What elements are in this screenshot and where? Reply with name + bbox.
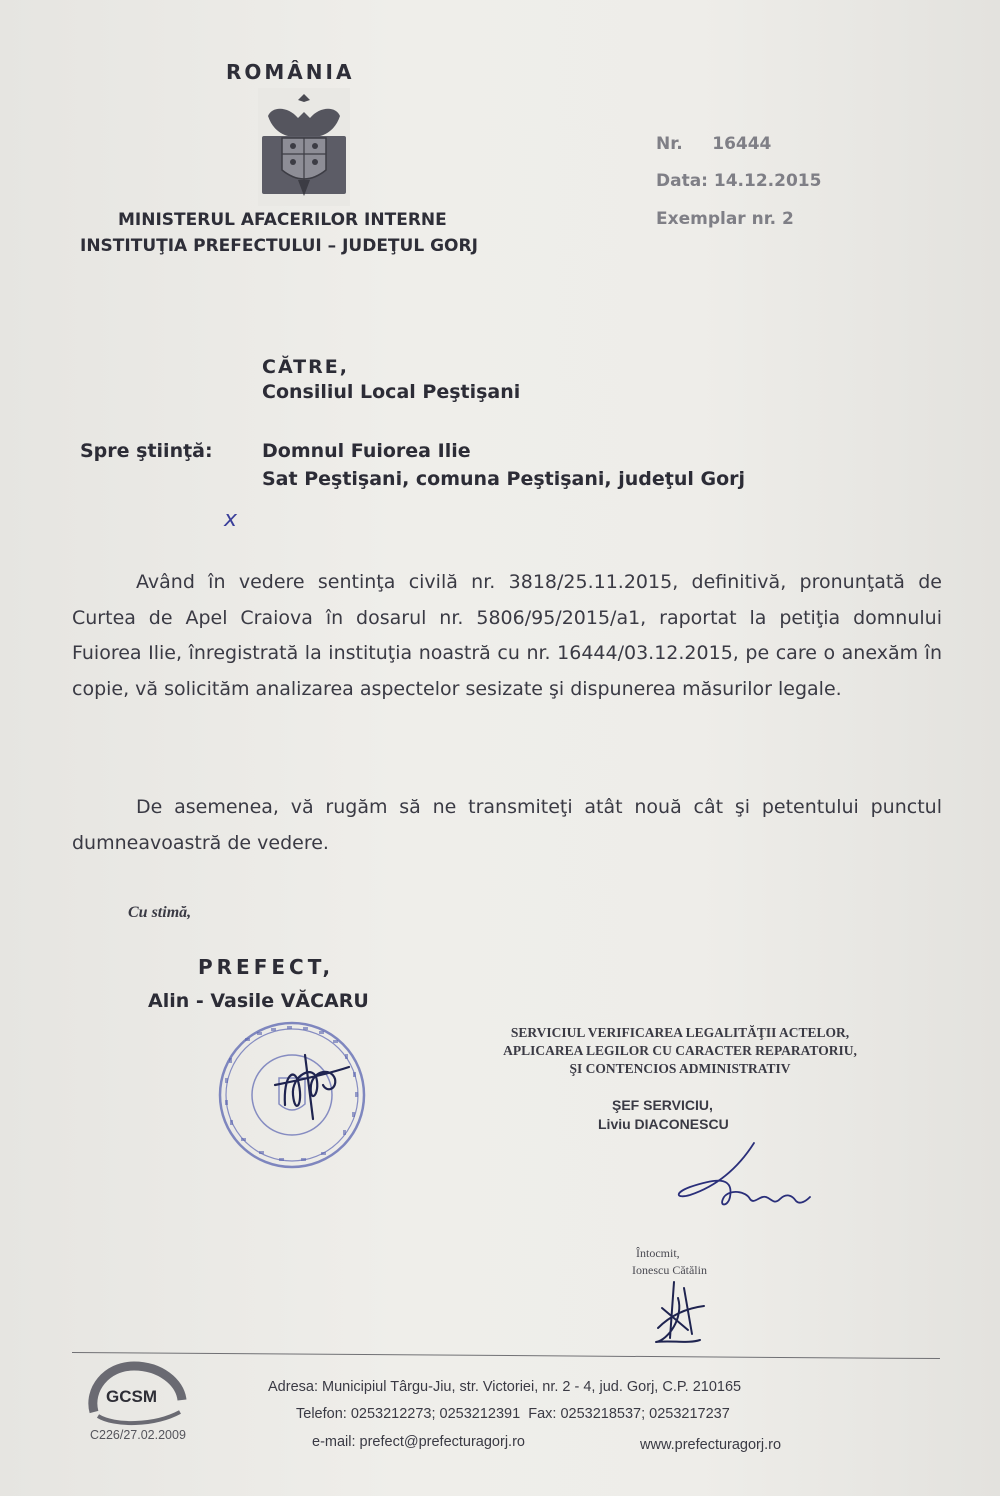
cc-name: Domnul Fuiorea Ilie: [262, 440, 471, 462]
footer-phones: Telefon: 0253212273; 0253212391 Fax: 0253218537; 0253217237: [296, 1406, 730, 1422]
service-name-line-3: ŞI CONTENCIOS ADMINISTRATIV: [569, 1061, 791, 1076]
service-name-line-1: SERVICIUL VERIFICAREA LEGALITĂŢII ACTELOR,: [510, 1025, 850, 1040]
recipient-name: Consiliul Local Peştişani: [262, 381, 521, 403]
drafted-by-label: Întocmit,: [636, 1246, 680, 1260]
footer-website[interactable]: www.prefecturagorj.ro: [640, 1437, 782, 1453]
body-paragraph-1: Având în vedere sentinţa civilă nr. 3818/25.11.2015, definitivă, pronunţată de Curtea de Apel Craiova în dosarul nr. 5806/95/2015/a1, raportat la petiţia domnului Fuiorea Ilie, înregistrată la instituţia noastră cu nr. 16444/03.12.2015, pe care o anexăm în copie, vă solicităm analizarea aspectelor sesizate şi dispunerea măsurilor legale.: [72, 571, 942, 700]
ministry-name: MINISTERUL AFACERILOR INTERNE: [118, 210, 447, 230]
country-heading: ROMÂNIA: [226, 60, 355, 84]
document-date: Data: 14.12.2015: [656, 171, 822, 191]
cc-address: Sat Peştişani, comuna Peştişani, judeţul Gorj: [262, 468, 746, 490]
coat-of-arms-icon: [258, 88, 350, 206]
drafted-by-name: Ionescu Cătălin: [632, 1263, 707, 1277]
prefect-name: Alin - Vasile VĂCARU: [148, 990, 369, 1012]
service-name-line-2: APLICAREA LEGILOR CU CARACTER REPARATORIU,: [503, 1043, 857, 1058]
chief-title: ŞEF SERVICIU,: [612, 1097, 713, 1113]
chief-name: Liviu DIACONESCU: [598, 1116, 729, 1132]
prefect-signature-icon: [265, 1045, 355, 1125]
registration-number: Nr. 16444: [656, 134, 772, 154]
recipient-label: CĂTRE,: [262, 356, 349, 378]
gcsm-certification-logo: [84, 1360, 196, 1430]
closing-greeting: Cu stimă,: [128, 904, 192, 921]
body-paragraph-2: De asemenea, vă rugăm să ne transmiteţi atât nouă cât şi petentului punctul dumneavoastră de vedere.: [72, 796, 942, 854]
gcsm-logo-text: GCSM: [106, 1387, 157, 1406]
certificate-number: C226/27.02.2009: [90, 1428, 186, 1442]
copy-number: Exemplar nr. 2: [656, 209, 794, 229]
prefect-title: PREFECT,: [198, 955, 335, 979]
drafter-signature-icon: [648, 1278, 708, 1348]
cc-label: Spre ştiinţă:: [80, 440, 213, 462]
footer-address: Adresa: Municipiul Târgu-Jiu, str. Victoriei, nr. 2 - 4, jud. Gorj, C.P. 210165: [268, 1379, 742, 1395]
handwritten-mark: x: [224, 507, 238, 532]
footer-divider: [72, 1352, 940, 1359]
chief-signature-icon: [660, 1135, 820, 1225]
institution-name: INSTITUŢIA PREFECTULUI – JUDEŢUL GORJ: [80, 236, 478, 256]
footer-email[interactable]: e-mail: prefect@prefecturagorj.ro: [312, 1434, 525, 1450]
